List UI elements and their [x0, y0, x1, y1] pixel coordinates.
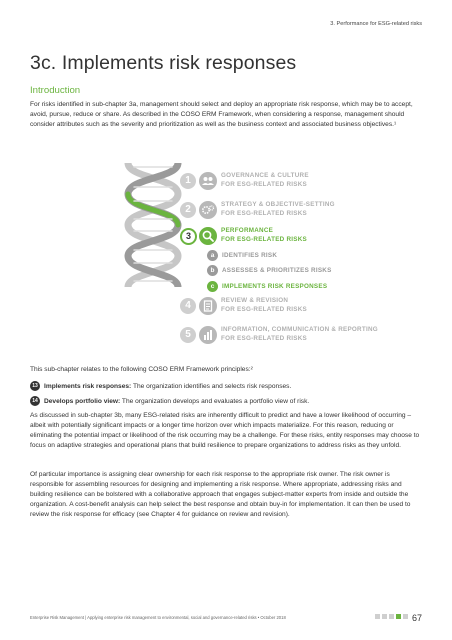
framework-intro: This sub-chapter relates to the following COSO ERM Framework principles:²	[30, 366, 253, 373]
step-label	[221, 297, 307, 314]
substep-label: IMPLEMENTS RISK RESPONSES	[222, 283, 328, 290]
principle-title: Implements risk responses:	[44, 382, 132, 390]
step-label-line2: FOR ESG-RELATED RISKS	[221, 235, 307, 243]
step-number-badge: 3	[180, 228, 197, 245]
principle-badge: 14	[30, 396, 40, 406]
substep-label: IDENTIFIES RISK	[222, 252, 278, 259]
step-label-line2: FOR ESG-RELATED RISKS	[221, 180, 307, 188]
page-title: 3c. Implements risk responses	[30, 52, 297, 74]
substep-label: ASSESSES & PRIORITIZES RISKS	[222, 267, 332, 274]
substep-badge: b	[207, 265, 218, 276]
dna-helix-graphic	[120, 163, 186, 287]
running-head: 3. Performance for ESG-related risks	[330, 21, 422, 27]
substep-badge: c	[207, 281, 218, 292]
footer-text: Enterprise Risk Management | Applying enterprise risk management to environmental, social and governance-related risks • October 2018	[30, 615, 286, 620]
footer-square	[382, 614, 387, 619]
step-label-line1: GOVERNANCE & CULTURE	[221, 172, 309, 179]
gears-icon	[199, 201, 217, 219]
people-icon	[199, 172, 217, 190]
principle-14	[30, 396, 422, 406]
document-icon	[199, 297, 217, 315]
body-paragraph: Of particular importance is assigning clear ownership for each risk response to the appropriate risk owner. The risk owner is responsible for assembling resources for designing and implementing a risk response. Where appropriate, addressing risks and building resilience can be bolstered with a collaborative approach that engages subject-matter experts from inside and outside the organization. A cost-benefit analysis can help select the best response and obtain buy-in for implementation. It can then be used to review the risk response for efficacy (see Chapter 4 for guidance on review and revision).	[30, 471, 411, 519]
body-paragraph: As discussed in sub-chapter 3b, many ESG-related risks are inherently difficult to predict and have a lower likelihood of occurring – albeit with potentially significant impacts or a longer time horizon over which impacts materialize. For this reason, reducing or eliminating the potential impact or likelihood of the risk occurring may be a challenge. For these risks, entity responses may choose to focus on adaptive strategies and operational plans that build resilience to prepare organizations to address risks as they unfold.	[30, 412, 420, 450]
step-number-badge: 5	[180, 327, 196, 343]
step-label-line1: INFORMATION, COMMUNICATION & REPORTING	[221, 326, 378, 333]
step-number-badge: 4	[180, 298, 196, 314]
step-label-line2: FOR ESG-RELATED RISKS	[221, 305, 307, 313]
step-number-badge: 1	[180, 173, 196, 189]
footer-square	[389, 614, 394, 619]
footer-square	[403, 614, 408, 619]
principle-text: The organization identifies and selects risk responses.	[131, 382, 292, 390]
footer-square	[396, 614, 401, 619]
page-number: 67	[411, 613, 422, 623]
step-label-line2: FOR ESG-RELATED RISKS	[221, 334, 307, 342]
step-label-line1: STRATEGY & OBJECTIVE-SETTING	[221, 201, 335, 208]
principle-title: Develops portfolio view:	[44, 397, 121, 405]
section-heading: Introduction	[30, 85, 81, 96]
step-label-line1: REVIEW & REVISION	[221, 297, 289, 304]
step-label	[221, 326, 378, 343]
step-label	[221, 201, 335, 218]
principle-text: The organization develops and evaluates a portfolio view of risk.	[120, 397, 310, 405]
step-label	[221, 172, 309, 189]
substep-badge: a	[207, 250, 218, 261]
principle-13	[30, 381, 422, 391]
magnifier-icon	[199, 227, 217, 245]
footer-square	[375, 614, 380, 619]
step-number-badge: 2	[180, 202, 196, 218]
principle-badge: 13	[30, 381, 40, 391]
step-label-line1: PERFORMANCE	[221, 227, 274, 234]
bar-chart-icon	[199, 326, 217, 344]
step-label-line2: FOR ESG-RELATED RISKS	[221, 209, 307, 217]
footer-squares	[375, 614, 408, 619]
step-label	[221, 227, 307, 244]
intro-paragraph: For risks identified in sub-chapter 3a, management should select and deploy an appropriate risk response, which may be to accept, avoid, pursue, reduce or share. As described in the COSO ERM Framework, when considering a response, management should consider attributes such as the severity and prioritization as well as the business context and associated business objectives.¹	[30, 101, 413, 129]
